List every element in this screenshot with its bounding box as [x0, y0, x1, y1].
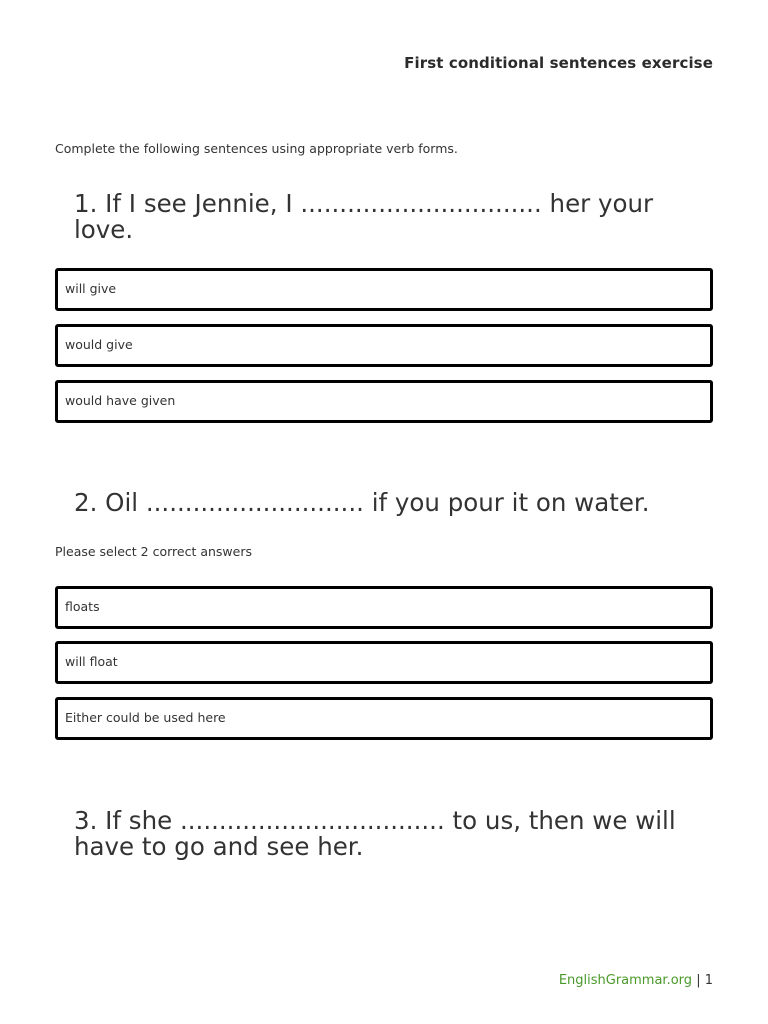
- question-2-option-2[interactable]: [55, 641, 713, 684]
- question-3-text: 3. If she .................................. to us, then we will have to go and see her.: [74, 806, 676, 861]
- footer-separator: |: [696, 973, 701, 988]
- question-1-option-1[interactable]: [55, 268, 713, 311]
- question-2-text: 2. Oil ............................ if you pour it on water.: [74, 488, 650, 517]
- option-label: would give: [65, 337, 133, 352]
- instructions-text: Complete the following sentences using appropriate verb forms.: [55, 141, 458, 156]
- page-number: 1: [704, 973, 713, 988]
- question-1-option-3[interactable]: [55, 380, 713, 423]
- option-label: would have given: [65, 393, 176, 408]
- option-label: will give: [65, 281, 117, 296]
- question-2-option-3[interactable]: [55, 697, 713, 740]
- option-label: floats: [65, 599, 100, 614]
- footer-brand-link[interactable]: EnglishGrammar.org: [558, 973, 693, 988]
- page-title: First conditional sentences exercise: [404, 54, 713, 72]
- question-1-option-2[interactable]: [55, 324, 713, 367]
- page-footer: [559, 973, 713, 988]
- question-1-text: 1. If I see Jennie, I ............................... her your love.: [74, 189, 654, 244]
- question-2-note: Please select 2 correct answers: [55, 544, 252, 559]
- question-2-option-1[interactable]: [55, 586, 713, 629]
- option-label: Either could be used here: [65, 710, 226, 725]
- option-label: will float: [65, 654, 118, 669]
